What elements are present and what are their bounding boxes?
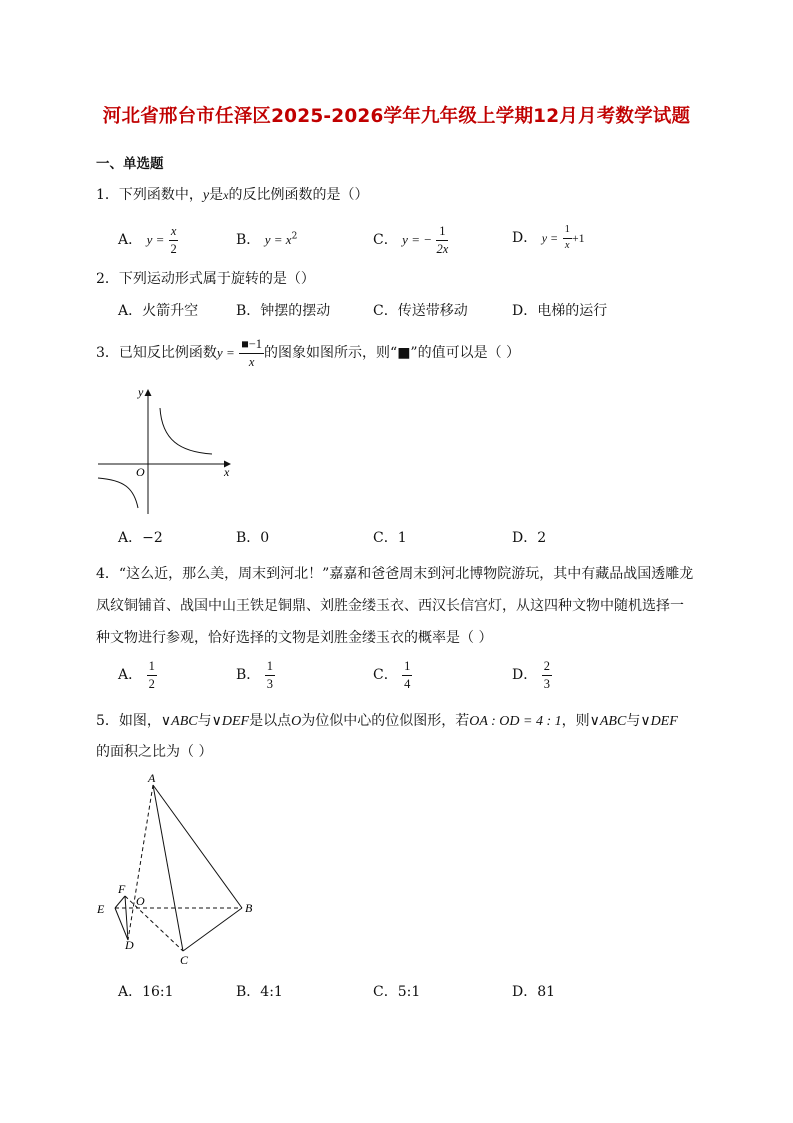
q5-option-b[interactable]: B．4:1 (236, 984, 283, 1000)
point-label-b: B (245, 901, 253, 915)
fraction: $\frac{2}{3}$ (543, 659, 550, 691)
q5-triangle-abc-2: ∨ABC (589, 714, 627, 729)
q1-mid: 是 (209, 187, 224, 203)
point-label-f: F (118, 882, 126, 896)
question-4-line-2: 凤纹铜铺首、战国中山王铁足铜鼎、刘胜金缕玉衣、西汉长信宫灯，从这四种文物中随机选择一 (96, 598, 684, 614)
branch-quadrant-1 (160, 408, 212, 454)
option-lhs: y = x (264, 232, 292, 247)
q5-triangle-def-2: ∨DEF (640, 714, 678, 729)
q1-option-c[interactable] (373, 225, 448, 255)
q2-option-c[interactable]: C．传送带移动 (373, 303, 468, 319)
exponent: 2 (291, 231, 298, 242)
fraction: $\frac{1}{x}$ (564, 224, 570, 251)
q1-var-y: y (202, 188, 210, 203)
y-axis-label: y (138, 385, 144, 399)
segment-bc (183, 908, 242, 951)
q5-triangle-def: ∨DEF (211, 714, 250, 729)
point-label-o: O (136, 894, 145, 908)
x-axis-label: x (224, 465, 230, 479)
q1-pre: 1．下列函数中， (96, 187, 203, 203)
option-tail: +1 (571, 231, 585, 245)
q5-point-o: O (291, 714, 302, 729)
q1-option-d[interactable] (512, 225, 585, 251)
page-title: 河北省邢台市任泽区2025-2026学年九年级上学期12月月考数学试题 (102, 106, 691, 127)
q3-lhs: y = (216, 345, 235, 360)
q3-option-b[interactable]: B．0 (236, 530, 270, 546)
question-3-stem (96, 338, 520, 368)
q1-post: 的反比例函数的是（） (228, 187, 369, 203)
point-label-d: D (125, 938, 134, 952)
q2-option-b[interactable]: B．钟摆的摆动 (236, 303, 331, 319)
segment-ad-dashed (128, 785, 153, 940)
q3-option-c[interactable]: C．1 (373, 530, 407, 546)
q5-option-c[interactable]: C．5:1 (373, 984, 421, 1000)
q5-option-a[interactable]: A．16:1 (118, 984, 174, 1000)
fraction: $\frac{■-1}{x}$ (241, 337, 263, 369)
point-label-c: C (180, 953, 189, 967)
question-5-line-2: 的面积之比为（ ） (96, 744, 213, 760)
segment-ab (153, 785, 242, 908)
q5-and-2: 与 (626, 713, 641, 729)
q5-mid3: ，则 (561, 713, 590, 729)
q5-and: 与 (197, 713, 212, 729)
q3-option-d[interactable]: D．2 (512, 530, 547, 546)
point-label-a: A (148, 771, 156, 785)
q1-var-x: x (223, 188, 229, 202)
option-lhs: y = (146, 232, 165, 247)
branch-quadrant-3 (98, 478, 138, 508)
q4-option-d[interactable] (512, 660, 552, 690)
point-label-e: E (97, 902, 105, 916)
question-2-stem: 2．下列运动形式属于旋转的是（） (96, 271, 315, 287)
q5-mid2: 为位似中心的位似图形，若 (301, 713, 470, 729)
option-label: B． (236, 232, 261, 248)
option-label: A． (118, 232, 143, 248)
question-5-line-1 (96, 710, 678, 730)
q5-figure (90, 768, 270, 968)
question-4-line-3: 种文物进行参观，恰好选择的文物是刘胜金缕玉衣的概率是（ ） (96, 630, 493, 646)
origin-label: O (136, 465, 145, 479)
option-lhs: y = (541, 231, 559, 245)
option-label: D． (512, 667, 538, 683)
q3-post: 的图象如图所示，则“■”的值可以是（ ） (264, 345, 521, 361)
q5-pre: 5．如图， (96, 713, 161, 729)
option-label: D． (512, 230, 538, 246)
option-label: B． (236, 667, 261, 683)
q3-graph (90, 380, 250, 520)
fraction: $\frac{1}{3}$ (266, 659, 273, 691)
fraction: $\frac{1}{2}$ (148, 659, 155, 691)
option-label: C． (373, 232, 398, 248)
q4-option-c[interactable] (373, 660, 412, 690)
section-heading: 一、单选题 (96, 156, 164, 172)
q5-option-d[interactable]: D．81 (512, 984, 556, 1000)
option-label: A． (118, 667, 143, 683)
q3-pre: 3．已知反比例函数 (96, 345, 217, 361)
fraction: $\frac{x}{2}$ (170, 224, 177, 256)
q1-option-b[interactable] (236, 229, 297, 249)
q5-ratio: OA : OD = 4 : 1 (469, 714, 562, 729)
option-label: C． (373, 667, 398, 683)
q4-option-b[interactable] (236, 660, 275, 690)
q3-option-a[interactable]: A．−2 (118, 530, 163, 546)
segment-ef (115, 896, 125, 908)
q1-option-a[interactable] (118, 225, 178, 255)
option-lhs: y = − (402, 232, 432, 247)
q2-option-d[interactable]: D．电梯的运行 (512, 303, 608, 319)
question-1-stem (96, 184, 368, 204)
q4-option-a[interactable] (118, 660, 157, 690)
question-4-line-1: 4．“这么近，那么美，周末到河北！”嘉嘉和爸爸周末到河北博物院游玩，其中有藏品战国透雕龙 (96, 566, 694, 582)
q2-option-a[interactable]: A．火箭升空 (118, 303, 199, 319)
q5-triangle-abc: ∨ABC (160, 714, 198, 729)
q5-mid: 是以点 (249, 713, 292, 729)
fraction: $\frac{1}{2x}$ (436, 224, 449, 256)
fraction: $\frac{1}{4}$ (404, 659, 411, 691)
segment-ac (153, 785, 183, 951)
